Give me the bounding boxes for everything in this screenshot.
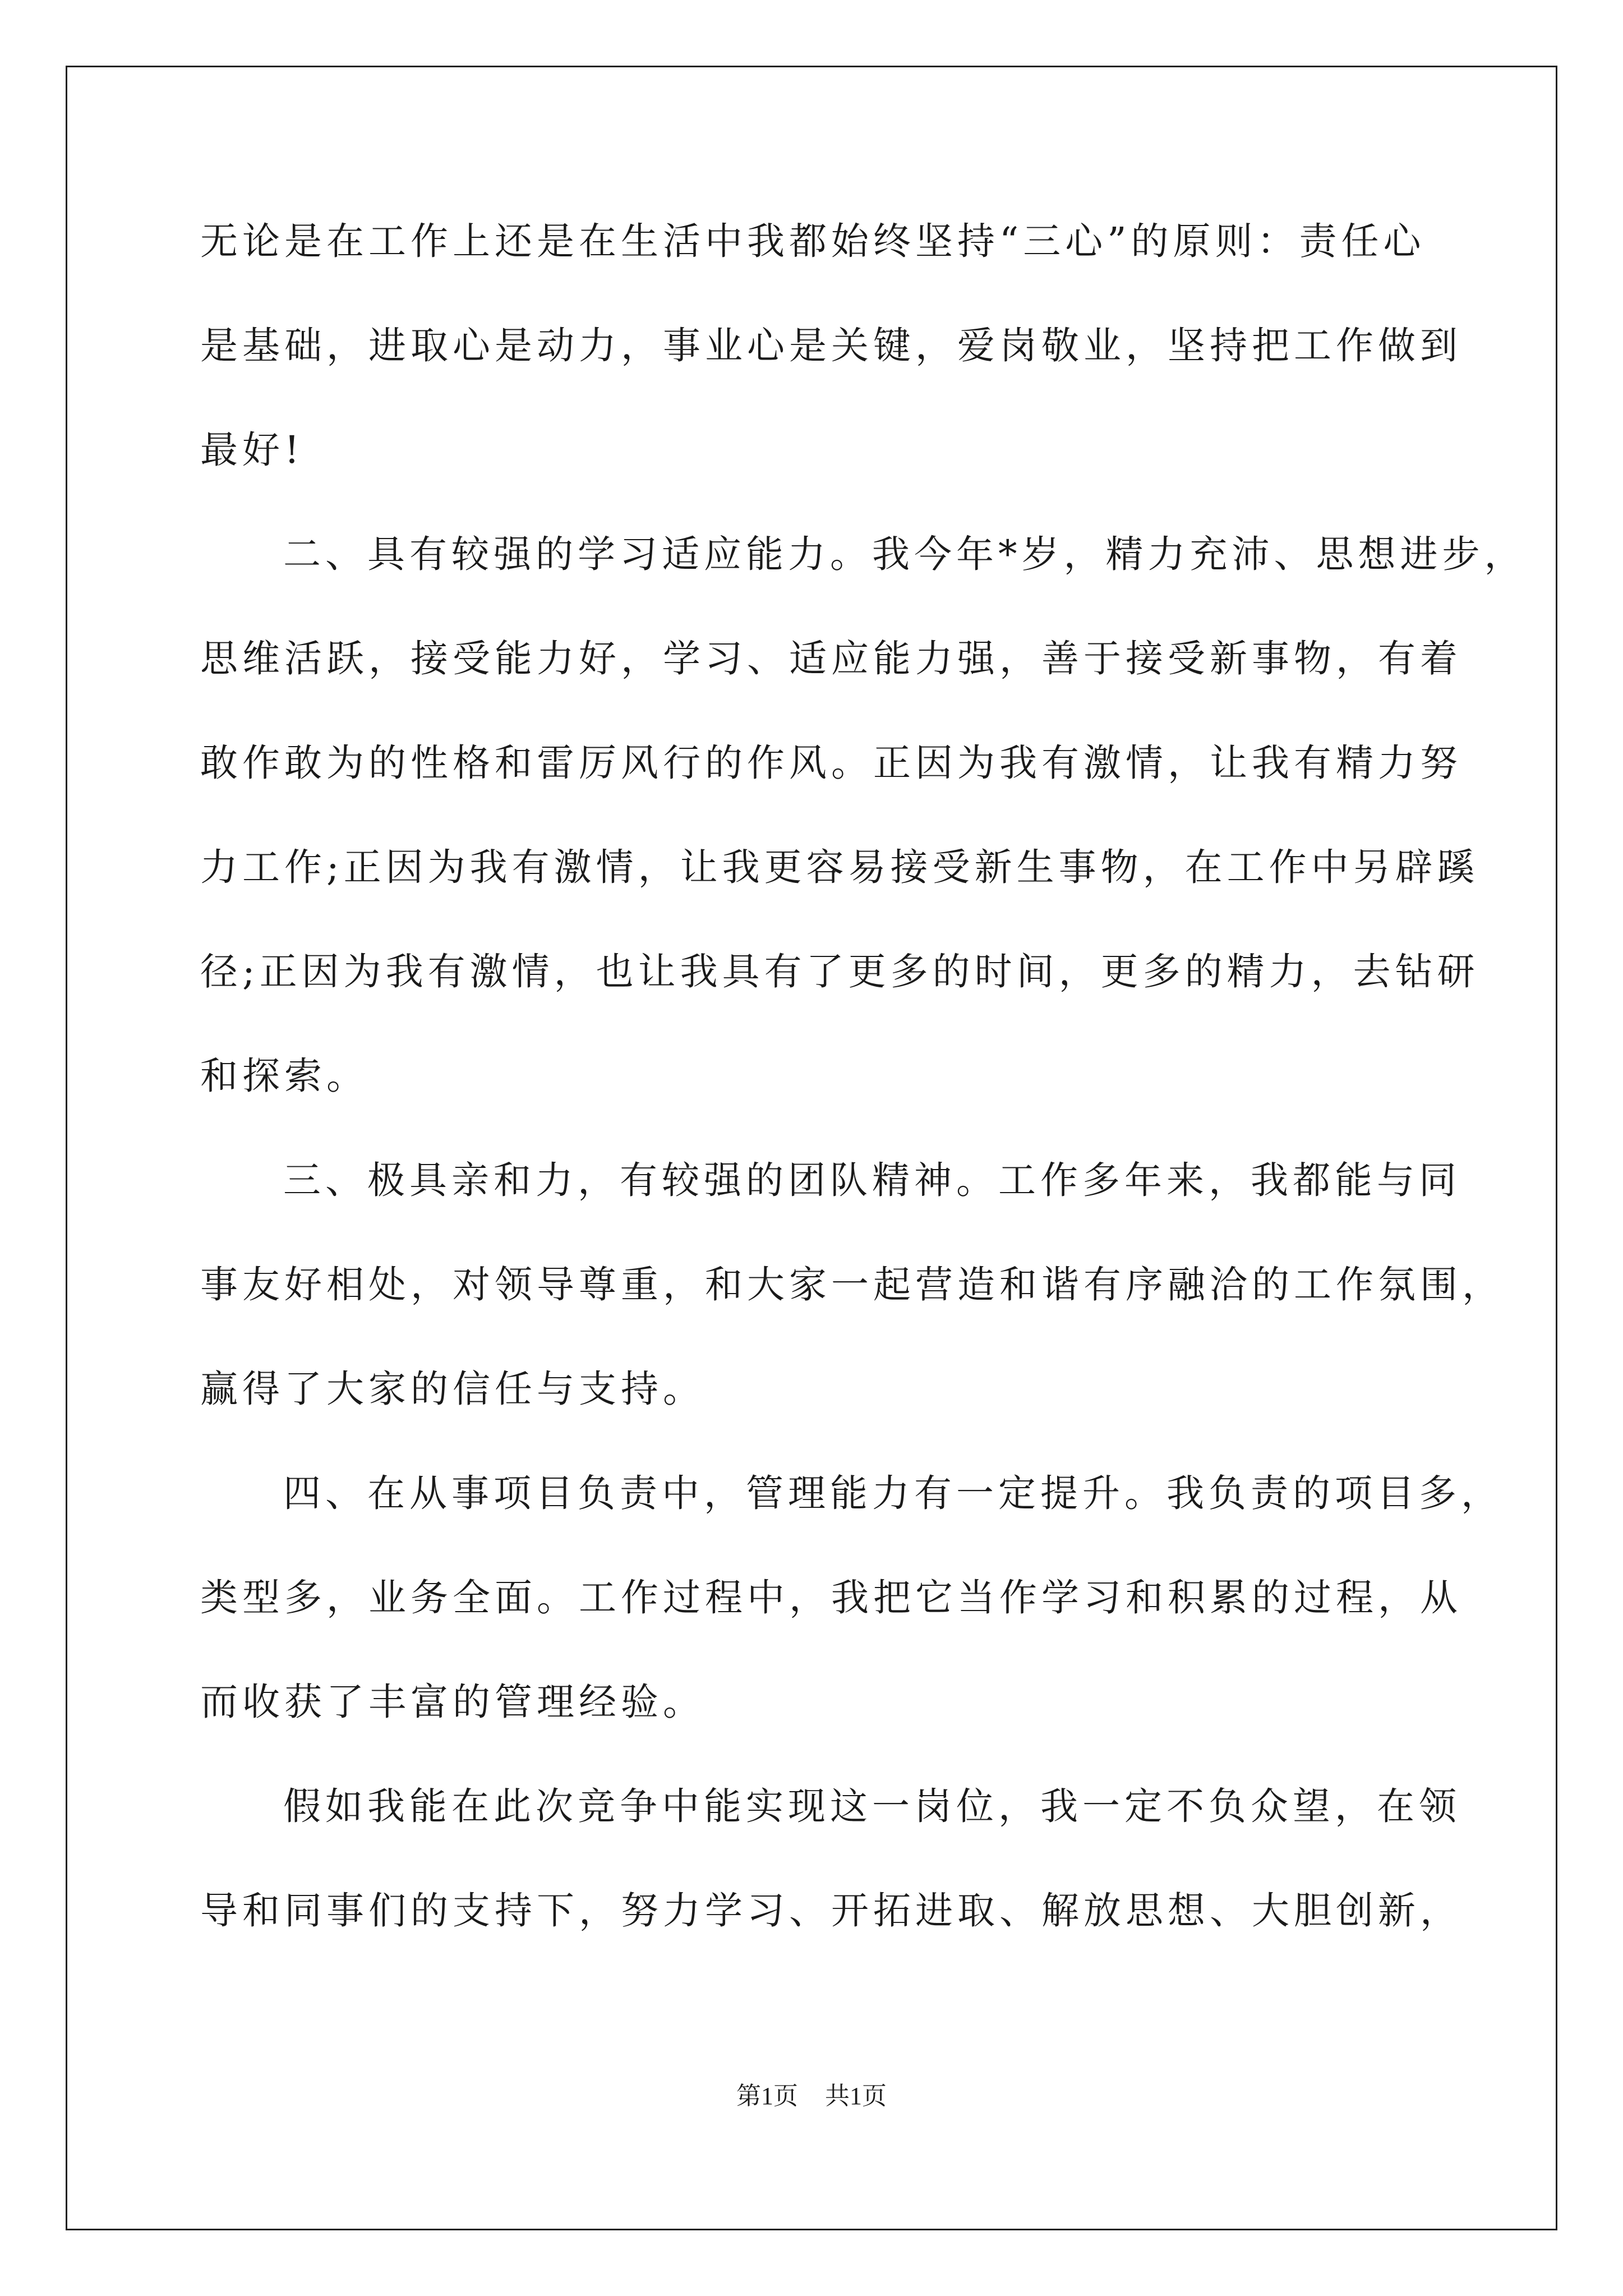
paragraph-1-line-1: 无论是在工作上还是在生活中我都始终坚持“三心”的原则：责任心 [200, 219, 1426, 263]
page-footer [0, 2076, 1623, 2111]
paragraph-3-line-2: 事友好相处，对领导尊重，和大家一起营造和谐有序融洽的工作氛围， [200, 1263, 1504, 1306]
paragraph-2-line-1: 二、具有较强的学习适应能力。我今年*岁，精力充沛、思想进步， [283, 532, 1527, 576]
paragraph-2-line-5: 径;正因为我有激情，也让我具有了更多的时间，更多的精力，去钻研 [200, 950, 1479, 993]
paragraph-1-line-2: 是基础，进取心是动力，事业心是关键，爱岗敬业，坚持把工作做到 [200, 324, 1462, 367]
page-number: 第1页 [736, 2082, 798, 2110]
paragraph-2-line-3: 敢作敢为的性格和雷厉风行的作风。正因为我有激情，让我有精力努 [200, 741, 1462, 785]
paragraph-3-line-3: 赢得了大家的信任与支持。 [200, 1367, 705, 1411]
page-total: 共1页 [825, 2082, 887, 2110]
paragraph-1-line-3: 最好! [200, 428, 304, 472]
paragraph-5-line-2: 导和同事们的支持下，努力学习、开拓进取、解放思想、大胆创新， [200, 1889, 1462, 1932]
paragraph-5-line-1: 假如我能在此次竞争中能实现这一岗位，我一定不负众望，在领 [283, 1784, 1461, 1828]
paragraph-2-line-4: 力工作;正因为我有激情，让我更容易接受新生事物，在工作中另辟蹊 [200, 845, 1479, 889]
paragraph-4-line-2: 类型多，业务全面。工作过程中，我把它当作学习和积累的过程，从 [200, 1576, 1462, 1619]
paragraph-3-line-1: 三、极具亲和力，有较强的团队精神。工作多年来，我都能与同 [283, 1158, 1461, 1202]
paragraph-2-line-2: 思维活跃，接受能力好，学习、适应能力强，善于接受新事物，有着 [200, 637, 1462, 680]
paragraph-4-line-3: 而收获了丰富的管理经验。 [200, 1680, 705, 1724]
paragraph-4-line-1: 四、在从事项目负责中，管理能力有一定提升。我负责的项目多， [283, 1471, 1503, 1515]
paragraph-2-line-6: 和探索。 [200, 1054, 368, 1098]
